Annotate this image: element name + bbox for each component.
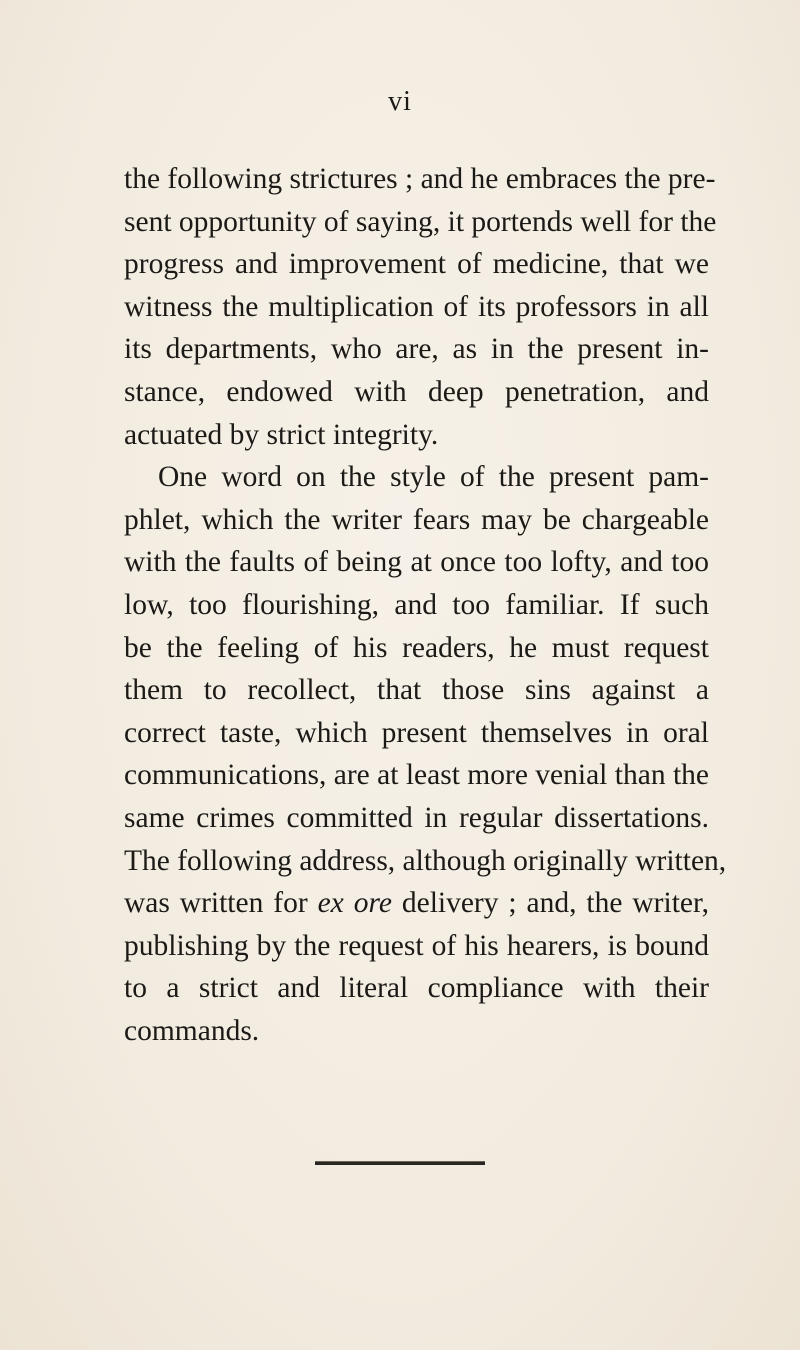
text-segment: delivery ; and, the writer, (391, 887, 709, 920)
text-line: phlet, which the writer fears may be chargeable (124, 503, 709, 536)
text-line: witness the multiplication of its professors in all (124, 290, 709, 323)
text-line: sent opportunity of saying, it portends well for the (124, 205, 717, 238)
text-line: publishing by the request of his hearers, is bound (124, 929, 709, 962)
text-line: correct taste, which present themselves in oral (124, 716, 709, 749)
text-segment: was written for (124, 887, 318, 920)
text-line: be the feeling of his readers, he must request (124, 631, 709, 664)
text-line: commands. (124, 1014, 260, 1047)
body-text (124, 158, 727, 1052)
text-line: stance, endowed with deep penetration, and (124, 375, 709, 408)
text-line: with the faults of being at once too lofty, and too (124, 546, 709, 579)
text-line: The following address, although originally written, (124, 844, 727, 877)
text-line: its departments, who are, as in the present in- (124, 333, 709, 366)
text-line: One word on the style of the present pam- (158, 461, 709, 494)
text-line: communications, are at least more venial than the (124, 759, 709, 792)
text-line: low, too flourishing, and too familiar. If such (124, 588, 709, 621)
end-rule (315, 1161, 485, 1165)
text-line: to a strict and literal compliance with their (124, 972, 709, 1005)
text-line: actuated by strict integrity. (124, 418, 439, 451)
page-number: vi (388, 86, 412, 117)
text-line: same crimes committed in regular dissertations. (124, 801, 709, 834)
text-line-with-italic (124, 882, 709, 925)
text-line: the following strictures ; and he embraces the pre- (124, 163, 716, 195)
text-line: progress and improvement of medicine, that we (124, 248, 709, 281)
text-line: them to recollect, that those sins against a (124, 674, 709, 707)
italic-phrase: ex ore (317, 887, 392, 920)
